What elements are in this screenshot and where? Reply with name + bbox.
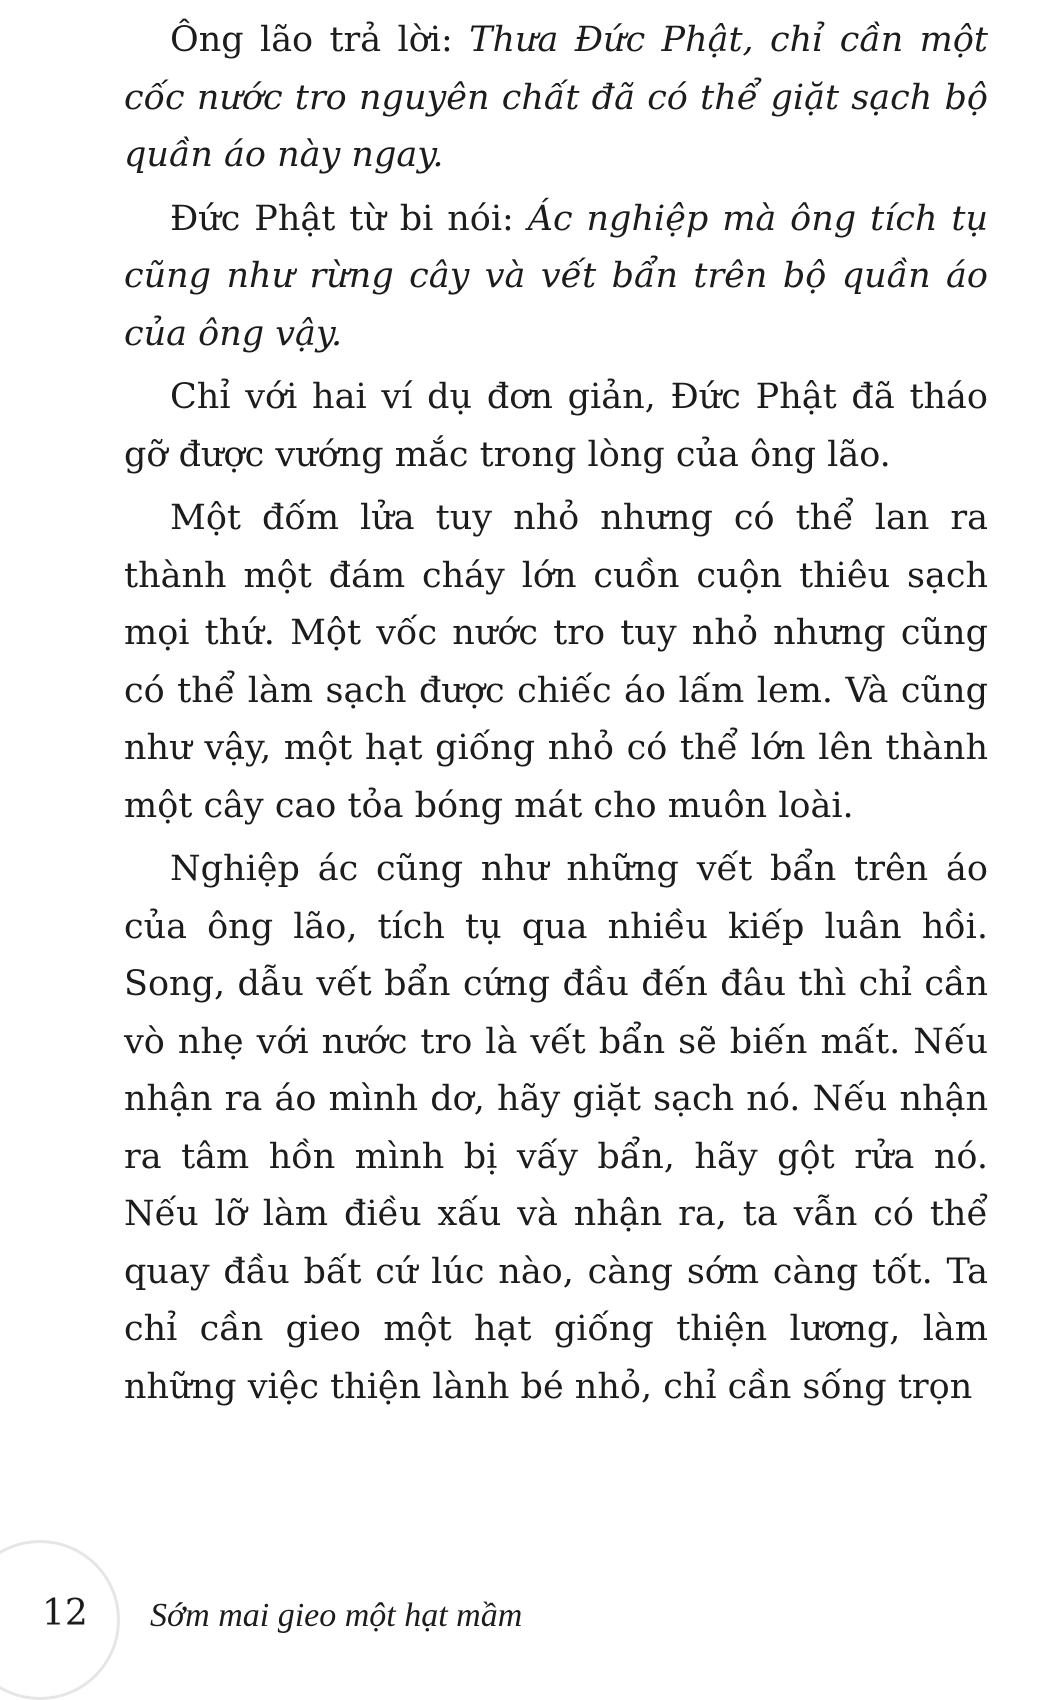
running-book-title: Sớm mai gieo một hạt mầm (150, 1597, 523, 1634)
quoted-speech: Ác nghiệp mà ông tích tụ cũng như rừng cây và vết bẩn trên bộ quần áo của ông vậy. (124, 198, 988, 354)
page-number: 12 (42, 1593, 88, 1634)
paragraph-small-spark: Một đốm lửa tuy nhỏ nhưng có thể lan ra thành một đám cháy lớn cuồn cuộn thiêu sạch mọi thứ. Một vốc nước tro tuy nhỏ nhưng cũng có thể làm sạch được chiếc áo lấm lem. Và cũng như vậy, một hạt giống nhỏ có thể lớn lên thành một cây cao tỏa bóng mát cho muôn loài. (124, 498, 988, 826)
paragraph-bad-karma: Nghiệp ác cũng như những vết bẩn trên áo của ông lão, tích tụ qua nhiều kiếp luân hồi. Song, dẫu vết bẩn cứng đầu đến đâu thì chỉ cần vò nhẹ với nước tro là vết bẩn sẽ biến mất. Nếu nhận ra áo mình dơ, hãy giặt sạch nó. Nếu nhận ra tâm hồn mình bị vấy bẩn, hãy gột rửa nó. Nếu lỡ làm điều xấu và nhận ra, ta vẫn có thể quay đầu bất cứ lúc nào, càng sớm càng tốt. Ta chỉ cần gieo một hạt giống thiện lương, làm những việc thiện lành bé nhỏ, chỉ cần sống trọn (124, 849, 988, 1407)
quoted-speech: Thưa Đức Phật, chỉ cần một cốc nước tro nguyên chất đã có thể giặt sạch bộ quần áo này ngay. (124, 20, 988, 175)
paragraph-buddha-reply (124, 191, 988, 364)
paragraph-lead: Đức Phật từ bi nói: (170, 198, 528, 239)
paragraph-lead: Ông lão trả lời: (170, 20, 470, 60)
page-footer (0, 1540, 1048, 1662)
paragraph-simple-examples: Chỉ với hai ví dụ đơn giản, Đức Phật đã tháo gỡ được vướng mắc trong lòng của ông lão. (124, 377, 988, 475)
paragraph-old-man-reply (124, 12, 988, 185)
body-text (124, 12, 988, 1422)
